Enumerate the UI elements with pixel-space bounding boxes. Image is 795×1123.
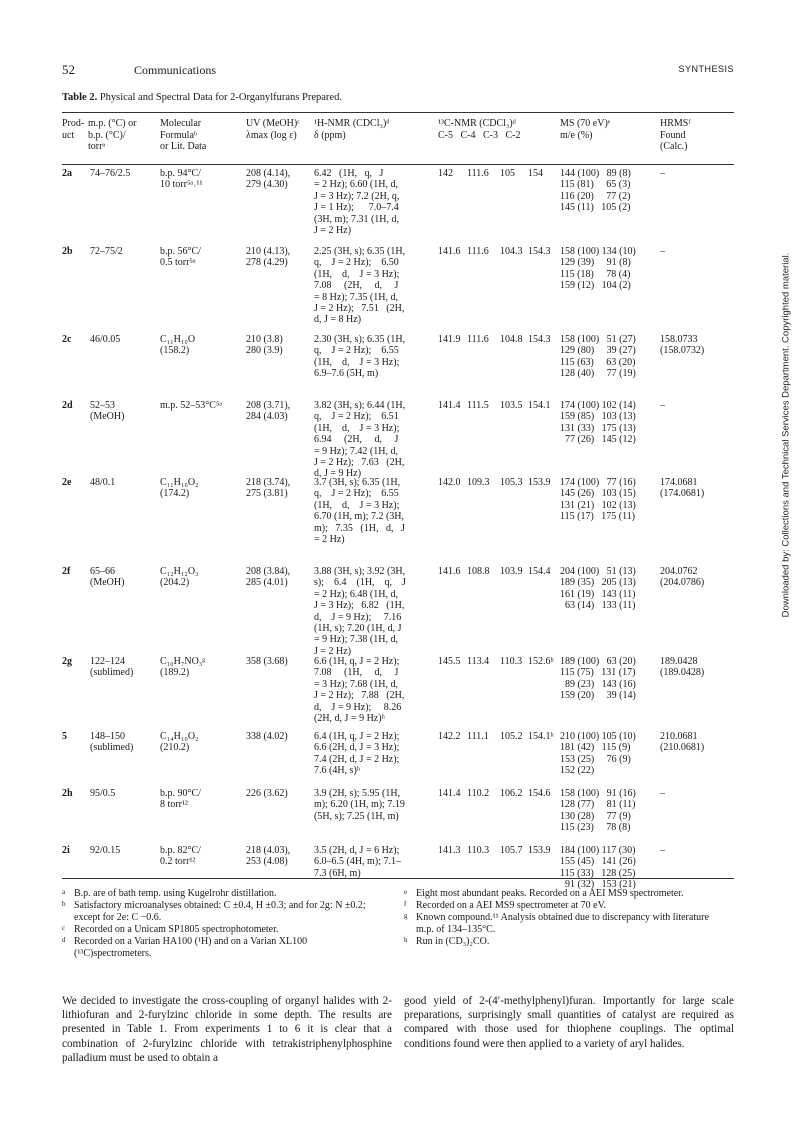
hnmr-data: 6.4 (1H, q, J = 2 Hz); 6.6 (2H, d, J = 3 Hz); 7.4 (2H, d, J = 2 Hz); 7.6 (4H, s)ʰ — [314, 731, 400, 777]
footnote-text: Eight most abundant peaks. Recorded on a AEI MS9 spectrometer. — [416, 888, 684, 899]
cnmr-value: 108.8 — [467, 566, 490, 577]
ms-data: 174 (100) 77 (16) 145 (26) 103 (15) 131 (21) 102 (13) 115 (17) 175 (11) — [560, 477, 636, 523]
col-cnmr: ¹³C-NMR (CDCl₃)ᵈ C-5 C-4 C-3 C-2 — [438, 118, 521, 141]
footnote-mark: f — [404, 900, 407, 908]
cnmr-value: 154.1ʰ — [528, 731, 554, 742]
hnmr-data: 3.88 (3H, s); 3.92 (3H, s); 6.4 (1H, q, J = 2 Hz); 6.48 (1H, d, J = 3 Hz); 6.82 (1H, d, J = 9 Hz); 7.16 (1H, s); 7.20 (1H, d, J = 9 Hz); 7.38 (1H, d, J = 2 Hz) — [314, 566, 406, 657]
hrms-data: 189.0428 (189.0428) — [660, 656, 705, 679]
hnmr-data: 6.6 (1H, q, J = 2 Hz); 7.08 (1H, d, J = 3 Hz); 7.68 (1H, d, J = 2 Hz); 7.88 (2H, d, J = 9 Hz); 8.26 (2H, d, J = 9 Hz)ʰ — [314, 656, 405, 725]
footnote-mark: g — [404, 912, 408, 920]
footnote-text: B.p. are of bath temp. using Kugelrohr distillation. — [74, 888, 277, 899]
footnote-text: Run in (CD₃)₂CO. — [416, 936, 490, 947]
footnote-text: Known compound.¹¹ Analysis obtained due to discrepancy with literature m.p. of 134–135°C. — [416, 912, 709, 935]
melting-point: 46/0.05 — [90, 334, 121, 345]
cnmr-value: 105 — [500, 168, 515, 179]
uv-data: 218 (3.74), 275 (3.81) — [246, 477, 291, 500]
footnote-mark: a — [62, 888, 66, 896]
hrms-data: – — [660, 400, 665, 411]
product-id: 2f — [62, 566, 71, 577]
col-ms: MS (70 eV)ᵉ m/e (%) — [560, 118, 611, 141]
hrms-data: – — [660, 168, 665, 179]
uv-data: 208 (3.71), 284 (4.03) — [246, 400, 291, 423]
hrms-data: 174.0681 (174.0681) — [660, 477, 705, 500]
hrms-data: 210.0681 (210.0681) — [660, 731, 705, 754]
hrms-data: – — [660, 845, 665, 856]
footnote-mark: h — [404, 936, 408, 944]
footnote-text: Recorded on a Varian HA100 (¹H) and on a Varian XL100 (¹³C)spectrometers. — [74, 936, 308, 959]
footnote-mark: b — [62, 900, 66, 908]
formula: b.p. 56°C/ 0.5 torr⁵ᵃ — [160, 246, 201, 269]
cnmr-value: 145.5 — [438, 656, 461, 667]
cnmr-value: 141.9 — [438, 334, 461, 345]
product-id: 2e — [62, 477, 72, 488]
cnmr-value: 141.3 — [438, 845, 461, 856]
table-title: Physical and Spectral Data for 2-Organylfurans Prepared. — [99, 92, 342, 103]
col-formula: Molecular Formulaᵇ or Lit. Data — [160, 118, 207, 152]
uv-data: 226 (3.62) — [246, 788, 288, 799]
footnote — [62, 936, 382, 960]
hnmr-data: 3.7 (3H, s); 6.35 (1H, q, J = 2 Hz); 6.55 (1H, d, J = 3 Hz); 6.70 (1H, m); 7.2 (3H, m); 7.35 (1H, d, J = 2 Hz) — [314, 477, 405, 546]
cnmr-value: 111.1 — [467, 731, 489, 742]
cnmr-value: 111.6 — [467, 246, 489, 257]
uv-data: 358 (3.68) — [246, 656, 288, 667]
ms-data: 158 (100) 51 (27) 129 (80) 39 (27) 115 (63) 63 (20) 128 (40) 77 (19) — [560, 334, 636, 380]
melting-point: 48/0.1 — [90, 477, 116, 488]
melting-point: 92/0.15 — [90, 845, 121, 856]
col-hnmr: ¹H-NMR (CDCl₃)ᵈ δ (ppm) — [314, 118, 390, 141]
cnmr-value: 154.6 — [528, 788, 551, 799]
footnotes-right — [404, 888, 724, 948]
cnmr-value: 142.2 — [438, 731, 461, 742]
product-id: 2i — [62, 845, 70, 856]
melting-point: 72–75/2 — [90, 246, 123, 257]
col-product: Prod- uct — [62, 118, 85, 141]
hrms-data: 204.0762 (204.0786) — [660, 566, 705, 589]
cnmr-value: 154.1 — [528, 400, 551, 411]
cnmr-value: 106.2 — [500, 788, 523, 799]
footnote — [62, 924, 382, 936]
cnmr-value: 104.3 — [500, 246, 523, 257]
formula: C₁₁H₁₀O₂ (174.2) — [160, 477, 199, 500]
formula: C₁₂H₁₂O₃ (204.2) — [160, 566, 199, 589]
uv-data: 208 (4.14), 279 (4.30) — [246, 168, 291, 191]
melting-point: 65–66 (MeOH) — [90, 566, 125, 589]
cnmr-value: 154.4 — [528, 566, 551, 577]
body-column-right: good yield of 2-(4′-methylphenyl)furan. Importantly for large scale preparations, surprisingly small quantities of catalyst are required as compared with those used for thiophene couplings. The optimal conditions found were then applied to a variety of aryl halides. — [404, 995, 734, 1050]
footnote — [404, 936, 724, 948]
uv-data: 210 (4.13), 278 (4.29) — [246, 246, 291, 269]
footnote-mark: e — [404, 888, 408, 896]
formula: b.p. 94°C/ 10 torr⁵ᵃ˒¹¹ — [160, 168, 203, 191]
cnmr-value: 142.0 — [438, 477, 461, 488]
melting-point: 122–124 (sublimed) — [90, 656, 134, 679]
formula: m.p. 52–53°C⁵ᵃ — [160, 400, 223, 411]
cnmr-value: 113.4 — [467, 656, 490, 667]
cnmr-value: 105.2 — [500, 731, 523, 742]
cnmr-value: 154 — [528, 168, 543, 179]
footnote-text: Recorded on a Unicam SP1805 spectrophotometer. — [74, 924, 279, 935]
page-number: 52 — [62, 62, 75, 77]
hrms-data: – — [660, 788, 665, 799]
cnmr-value: 152.6ʰ — [528, 656, 554, 667]
journal-name: SYNTHESIS — [678, 64, 734, 74]
formula: b.p. 82°C/ 0.2 torr¹² — [160, 845, 201, 868]
melting-point: 52–53 (MeOH) — [90, 400, 125, 423]
cnmr-value: 141.6 — [438, 246, 461, 257]
download-notice: Downloaded by: Collections and Technical Services Department. Copyrighted material. — [780, 252, 792, 618]
hrms-data: – — [660, 246, 665, 257]
top-rule — [62, 112, 734, 113]
product-id: 5 — [62, 731, 67, 742]
uv-data: 338 (4.02) — [246, 731, 288, 742]
body-column-left: We decided to investigate the cross-coupling of organyl halides with 2-lithiofuran and 2-furylzinc chloride in some depth. The results are presented in Table 1. From experiments 1 to 6 it is clear that a combination of 2-furylzinc chloride with tetrakistriphenylphosphine palladium must be used to obtain a — [62, 995, 392, 1064]
download-watermark — [779, 190, 793, 680]
ms-data: 204 (100) 51 (13) 189 (35) 205 (13) 161 (19) 143 (11) 63 (14) 133 (11) — [560, 566, 636, 612]
product-id: 2g — [62, 656, 72, 667]
footnotes-left — [62, 888, 382, 960]
cnmr-value: 141.4 — [438, 400, 461, 411]
col-hrms: HRMSᶠ Found (Calc.) — [660, 118, 691, 152]
cnmr-value: 110.2 — [467, 788, 490, 799]
formula: b.p. 90°C/ 8 torr¹² — [160, 788, 201, 811]
table-caption — [62, 92, 342, 103]
col-mp: m.p. (°C) or b.p. (°C)/ torrᵃ — [88, 118, 137, 152]
section-title: Communications — [134, 63, 216, 77]
melting-point: 95/0.5 — [90, 788, 116, 799]
melting-point: 148–150 (sublimed) — [90, 731, 134, 754]
cnmr-value: 153.9 — [528, 477, 551, 488]
hnmr-data: 3.9 (2H, s); 5.95 (1H, m); 6.20 (1H, m); 7.19 (5H, s); 7.25 (1H, m) — [314, 788, 405, 822]
cnmr-value: 105.3 — [500, 477, 523, 488]
uv-data: 208 (3.84), 285 (4.01) — [246, 566, 291, 589]
cnmr-value: 141.6 — [438, 566, 461, 577]
cnmr-value: 111.6 — [467, 168, 489, 179]
hrms-data: 158.0733 (158.0732) — [660, 334, 705, 357]
footnote — [404, 912, 724, 936]
footnote — [62, 900, 382, 924]
formula: C₁₄H₁₀O₂ (210.2) — [160, 731, 199, 754]
cnmr-value: 104.8 — [500, 334, 523, 345]
cnmr-value: 110.3 — [467, 845, 490, 856]
cnmr-value: 141.4 — [438, 788, 461, 799]
cnmr-value: 103.5 — [500, 400, 523, 411]
cnmr-value: 109.3 — [467, 477, 490, 488]
ms-data: 184 (100) 117 (30) 155 (45) 141 (26) 115 (33) 128 (25) 91 (32) 153 (21) — [560, 845, 636, 891]
footnote — [62, 888, 382, 900]
hnmr-data: 2.30 (3H, s); 6.35 (1H, q, J = 2 Hz); 6.55 (1H, d, J = 3 Hz); 6.9–7.6 (5H, m) — [314, 334, 406, 380]
product-id: 2h — [62, 788, 73, 799]
cnmr-value: 103.9 — [500, 566, 523, 577]
uv-data: 210 (3.8) 280 (3.9) — [246, 334, 283, 357]
hnmr-data: 2.25 (3H, s); 6.35 (1H, q, J = 2 Hz); 6.50 (1H, d, J = 3 Hz); 7.08 (2H, d, J = 8 Hz); 7.35 (1H, d, J = 2 Hz); 7.51 (2H, d, J = 8 Hz) — [314, 246, 406, 326]
hnmr-data: 6.42 (1H, q, J = 2 Hz); 6.60 (1H, d, J = 3 Hz); 7.2 (2H, q, J = 1 Hz); 7.0–7.4 (3H, m); 7.31 (1H, d, J = 2 Hz) — [314, 168, 400, 237]
footnote-text: Satisfactory microanalyses obtained: C ±0.4, H ±0.3; and for 2g: N ±0.2; except for 2e: C −0.6. — [74, 900, 366, 923]
ms-data: 174 (100) 102 (14) 159 (85) 103 (13) 131 (33) 175 (13) 77 (26) 145 (12) — [560, 400, 636, 446]
hnmr-data: 3.5 (2H, d, J = 6 Hz); 6.0–6.5 (4H, m); 7.1– 7.3 (6H, m) — [314, 845, 401, 879]
cnmr-value: 154.3 — [528, 246, 551, 257]
product-id: 2a — [62, 168, 72, 179]
cnmr-value: 110.3 — [500, 656, 523, 667]
hnmr-data: 3.82 (3H, s); 6.44 (1H, q, J = 2 Hz); 6.51 (1H, d, J = 3 Hz); 6.94 (2H, d, J = 9 Hz); 7.42 (1H, d, J = 2 Hz); 7.63 (2H, d, J = 9 Hz) — [314, 400, 406, 480]
footnote-text: Recorded on a AEI MS9 spectrometer at 70 eV. — [416, 900, 607, 911]
footnote — [404, 888, 724, 900]
header-rule — [62, 164, 734, 165]
footnote — [404, 900, 724, 912]
cnmr-value: 111.5 — [467, 400, 489, 411]
ms-data: 189 (100) 63 (20) 115 (75) 131 (17) 89 (23) 143 (16) 159 (20) 39 (14) — [560, 656, 636, 702]
ms-data: 158 (100) 91 (16) 128 (77) 81 (11) 130 (28) 77 (9) 115 (23) 78 (8) — [560, 788, 636, 834]
col-uv: UV (MeOH)ᶜ λmax (log ε) — [246, 118, 300, 141]
footnote-mark: d — [62, 936, 66, 944]
product-id: 2d — [62, 400, 73, 411]
uv-data: 218 (4.03), 253 (4.08) — [246, 845, 291, 868]
cnmr-value: 111.6 — [467, 334, 489, 345]
ms-data: 158 (100) 134 (10) 129 (39) 91 (8) 115 (18) 78 (4) 159 (12) 104 (2) — [560, 246, 636, 292]
footnote-mark: c — [62, 924, 66, 932]
cnmr-value: 153.9 — [528, 845, 551, 856]
bottom-rule — [62, 878, 734, 879]
cnmr-value: 105.7 — [500, 845, 523, 856]
melting-point: 74–76/2.5 — [90, 168, 131, 179]
ms-data: 144 (100) 89 (8) 115 (81) 65 (3) 116 (20) 77 (2) 145 (11) 105 (2) — [560, 168, 631, 214]
ms-data: 210 (100) 105 (10) 181 (42) 115 (9) 153 (25) 76 (9) 152 (22) — [560, 731, 636, 777]
product-id: 2c — [62, 334, 72, 345]
page-header — [62, 62, 734, 80]
formula: C₁₁H₁₀O (158.2) — [160, 334, 196, 357]
cnmr-value: 154.3 — [528, 334, 551, 345]
formula: C₁₀H₇NO₃ᵍ (189.2) — [160, 656, 206, 679]
product-id: 2b — [62, 246, 73, 257]
table-label: Table 2. — [62, 92, 98, 103]
cnmr-value: 142 — [438, 168, 453, 179]
